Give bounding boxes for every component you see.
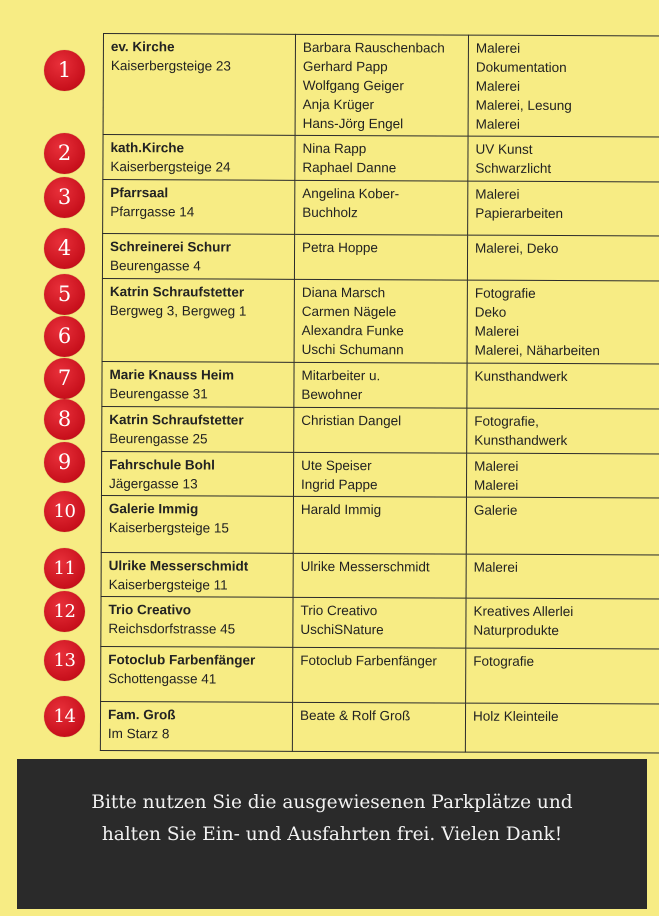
artist-name: Beate & Rolf Groß	[299, 707, 411, 724]
location-number-badge: 3	[44, 177, 85, 218]
location-cell	[103, 180, 295, 235]
table-row	[102, 234, 659, 281]
location-number-badge: 2	[44, 133, 85, 174]
artists-cell	[293, 452, 466, 497]
location-cell	[100, 701, 292, 751]
artist-name: Petra Hoppe	[302, 239, 378, 256]
location-name: Galerie Immig	[108, 501, 199, 517]
category-label: Fotografie,	[474, 413, 539, 429]
artist-name: Raphael Danne	[302, 159, 397, 176]
location-name: Katrin Schraufstetter	[109, 412, 244, 428]
table-row	[102, 361, 659, 408]
artist-name: Anja Krüger	[302, 96, 375, 113]
artist-name: Ulrike Messerschmidt	[300, 558, 430, 575]
category-label: Kunsthandwerk	[474, 368, 568, 385]
location-address: Beurengasse 4	[109, 258, 201, 274]
category-label: Malerei, Lesung	[475, 97, 572, 114]
location-address: Schottengasse 41	[108, 671, 217, 687]
artists-cell	[295, 135, 468, 181]
location-address: Kaiserbergsteige 24	[110, 159, 231, 175]
artist-name: Mitarbeiter u.	[301, 367, 381, 384]
artist-name: Carmen Nägele	[301, 303, 397, 320]
location-name: Fahrschule Bohl	[109, 457, 215, 473]
category-label: Kunsthandwerk	[474, 432, 568, 449]
location-name: kath.Kirche	[110, 140, 185, 156]
location-cell	[103, 135, 295, 181]
location-cell	[101, 495, 293, 553]
categories-cell	[466, 554, 659, 599]
artist-name: Bewohner	[301, 386, 363, 403]
categories-cell	[467, 363, 659, 409]
table-row	[101, 495, 659, 554]
artist-name: Ute Speiser	[301, 457, 372, 474]
artists-cell	[293, 553, 466, 598]
artists-cell	[294, 279, 467, 363]
artists-cell	[292, 702, 465, 752]
artists-cell	[293, 496, 466, 554]
category-label: Deko	[474, 304, 507, 320]
artist-name: Fotoclub Farbenfänger	[300, 652, 437, 669]
location-number-badge: 13	[44, 640, 85, 681]
category-label: Galerie	[473, 502, 518, 518]
location-cell	[102, 234, 294, 280]
categories-cell	[468, 35, 659, 137]
category-label: Malerei	[475, 40, 521, 56]
category-label: Kreatives Allerlei	[473, 603, 574, 620]
category-label: UV Kunst	[475, 141, 533, 157]
location-table	[100, 33, 659, 753]
parking-notice-line-1: Bitte nutzen Sie die ausgewiesenen Parkplätze und	[91, 792, 573, 813]
location-name: Schreinerei Schurr	[110, 239, 231, 255]
artist-name: Harald Immig	[300, 501, 382, 518]
location-cell	[101, 451, 293, 496]
category-label: Holz Kleinteile	[472, 708, 559, 724]
location-number-badge: 6	[44, 316, 85, 357]
artists-cell	[293, 597, 466, 648]
location-address: Im Starz 8	[107, 726, 170, 742]
categories-cell	[467, 280, 659, 364]
location-number-badge: 11	[44, 548, 85, 589]
location-number-badge: 12	[44, 591, 85, 632]
category-label: Naturprodukte	[473, 622, 559, 638]
table-row	[101, 552, 659, 598]
location-name: Pfarrsaal	[110, 185, 169, 201]
category-label: Malerei, Näharbeiten	[474, 342, 600, 359]
location-number-badge: 8	[44, 399, 85, 440]
artist-name: Angelina Kober-	[302, 185, 400, 202]
location-address: Beurengasse 31	[109, 386, 208, 402]
location-number-badge: 9	[44, 442, 85, 483]
artist-name: UschiSNature	[300, 621, 384, 638]
artist-name: Trio Creativo	[300, 602, 378, 619]
location-number-badge: 10	[44, 491, 85, 532]
location-name: Ulrike Messerschmidt	[108, 558, 249, 574]
table-row	[103, 34, 659, 137]
category-label: Papierarbeiten	[475, 205, 564, 222]
location-address: Kaiserbergsteige 11	[108, 577, 228, 593]
artist-name: Uschi Schumann	[301, 341, 404, 358]
location-cell	[102, 361, 294, 407]
categories-cell	[467, 408, 659, 454]
categories-cell	[466, 453, 659, 498]
categories-cell	[468, 136, 659, 182]
category-label: Malerei, Deko	[475, 240, 559, 256]
artist-name: Hans-Jörg Engel	[302, 115, 404, 132]
location-address: Kaiserbergsteige 23	[110, 58, 231, 74]
table-row	[101, 646, 659, 703]
artist-name: Wolfgang Geiger	[302, 77, 404, 94]
location-number-badge: 1	[44, 50, 85, 91]
location-address: Pfarrgasse 14	[110, 204, 195, 220]
categories-cell	[466, 648, 659, 704]
parking-notice-line-2: halten Sie Ein- und Ausfahrten frei. Vielen Dank!	[101, 824, 563, 845]
artist-name: Ingrid Pappe	[300, 476, 378, 493]
artists-cell	[295, 180, 468, 235]
location-name: Katrin Schraufstetter	[109, 284, 245, 300]
table-row	[103, 180, 659, 236]
location-cell	[101, 552, 293, 597]
artists-cell	[295, 34, 468, 136]
location-number-badge: 5	[44, 274, 85, 315]
category-label: Malerei	[475, 186, 520, 202]
artists-cell	[293, 647, 466, 703]
categories-cell	[465, 703, 659, 753]
location-address: Beurengasse 25	[109, 431, 208, 447]
category-label: Fotografie	[473, 653, 535, 669]
location-number-badge: 4	[44, 228, 85, 269]
artist-name: Barbara Rauschenbach	[302, 39, 445, 56]
location-name: Trio Creativo	[108, 602, 192, 618]
location-name: Fotoclub Farbenfänger	[108, 652, 256, 668]
category-label: Fotografie	[474, 285, 536, 301]
location-name: ev. Kirche	[110, 39, 175, 55]
categories-cell	[466, 598, 659, 649]
artist-name: Christian Dangel	[301, 412, 402, 429]
artist-name: Gerhard Papp	[302, 58, 388, 75]
category-label: Malerei	[473, 559, 518, 575]
location-cell	[101, 646, 293, 702]
category-label: Malerei	[474, 458, 519, 474]
location-number-badge: 14	[44, 696, 85, 737]
artists-cell	[294, 362, 467, 408]
category-label: Malerei	[475, 116, 520, 132]
location-name: Marie Knauss Heim	[109, 367, 235, 383]
artists-cell	[294, 407, 467, 453]
artist-name: Diana Marsch	[301, 284, 386, 301]
location-cell	[103, 34, 295, 136]
location-address: Kaiserbergsteige 15	[108, 520, 229, 536]
location-name: Fam. Groß	[107, 707, 176, 723]
location-number-badge: 7	[44, 358, 85, 399]
table-row	[100, 701, 659, 752]
location-cell	[101, 596, 293, 647]
table-row	[102, 406, 659, 453]
location-address: Reichsdorfstrasse 45	[108, 621, 236, 637]
category-label: Schwarzlicht	[475, 160, 552, 176]
table-row	[103, 135, 659, 182]
categories-cell	[468, 181, 659, 236]
artists-cell	[294, 234, 467, 280]
category-label: Malerei	[474, 323, 520, 339]
category-label: Malerei	[473, 477, 519, 493]
location-address: Jägergasse 13	[109, 476, 198, 492]
parking-notice	[17, 759, 647, 909]
artist-name: Alexandra Funke	[301, 322, 404, 339]
table-row	[101, 451, 659, 497]
table-row	[101, 596, 659, 648]
table-row	[102, 278, 659, 363]
category-label: Malerei	[475, 78, 521, 94]
artist-name: Buchholz	[302, 204, 358, 221]
categories-cell	[466, 497, 659, 555]
category-label: Dokumentation	[475, 59, 567, 76]
location-cell	[102, 278, 294, 362]
location-address: Bergweg 3, Bergweg 1	[109, 303, 247, 319]
artist-name: Nina Rapp	[302, 140, 367, 157]
location-cell	[102, 406, 294, 452]
categories-cell	[467, 235, 659, 281]
